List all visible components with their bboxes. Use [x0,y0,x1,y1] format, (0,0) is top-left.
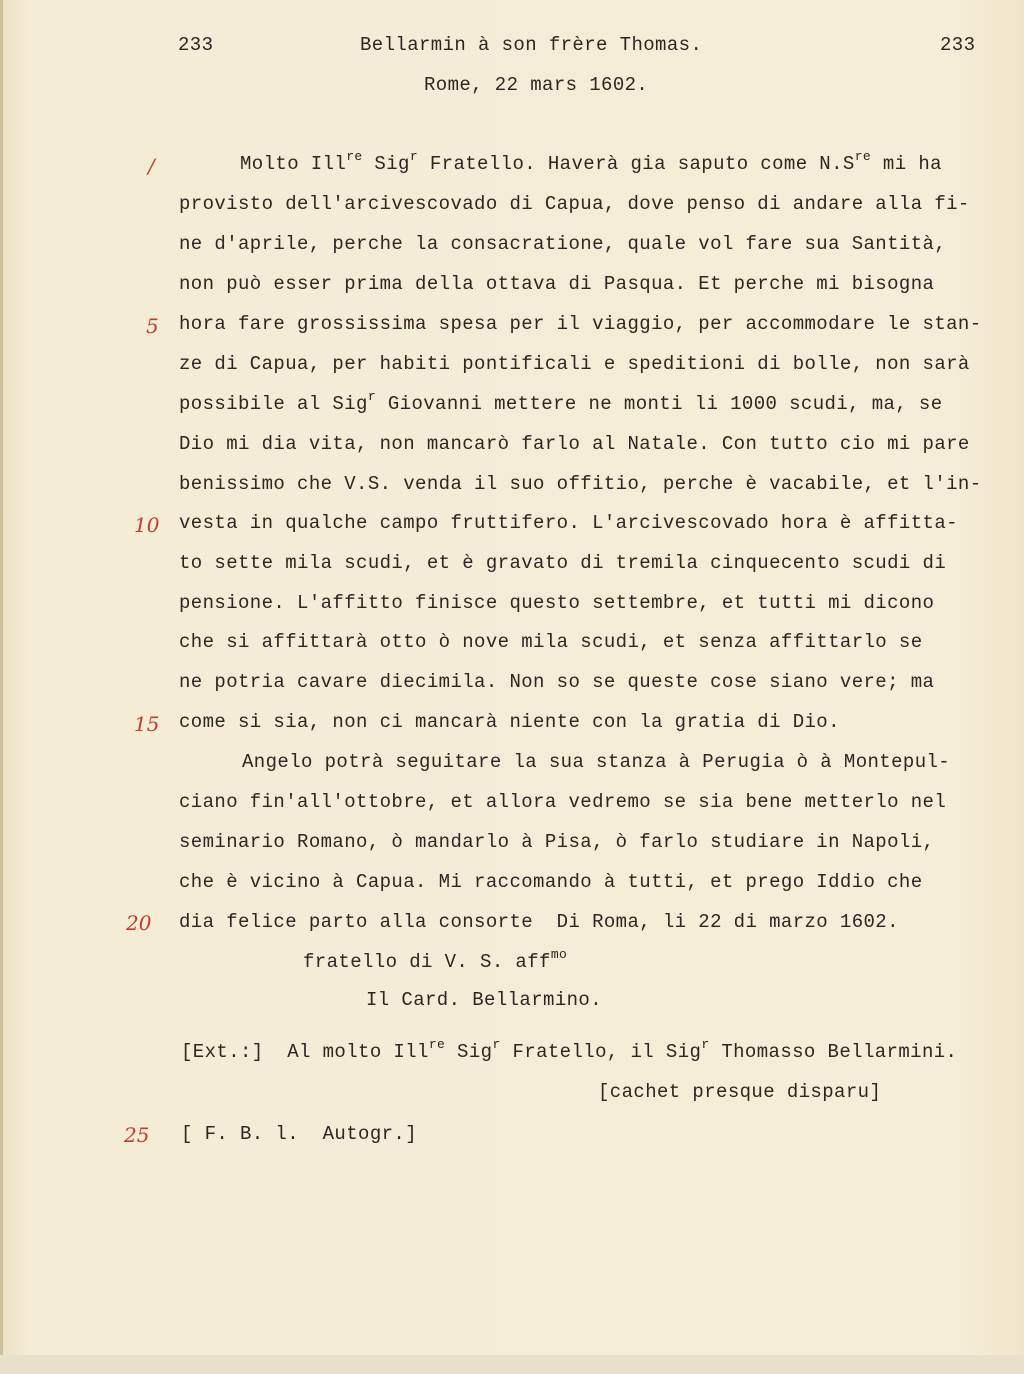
line-mark-1: / [148,154,155,178]
line-mark-5: 5 [146,314,159,338]
signature: Il Card. Bellarmino. [366,989,603,1011]
source-note: [ F. B. l. Autogr.] [181,1123,418,1145]
letter-line-6: ze di Capua, per habiti pontificali e speditioni di bolle, non sarà [179,353,970,375]
letter-line-1: Molto Ill$^{re}$ Sig$^r$ Fratello. Haverà gia saputo come $N.S^{re}$ mi ha [240,149,942,175]
letter-line-3: ne d'aprile, perche la consacratione, quale vol fare sua Santità, [179,233,947,255]
letter-line-19: che è vicino à Capua. Mi raccomando à tutti, et prego Iddio che [179,871,923,893]
dateline: Rome, 22 mars 1602. [424,74,649,96]
page-number-right: 233 [940,34,976,56]
line-mark-25: 25 [124,1123,150,1147]
letter-line-20: dia felice parto alla consorte Di Roma, li 22 di marzo 1602. [179,911,899,933]
closing-salutation: fratello di V. S. aff$^{mo}$ [303,947,568,973]
letter-line-4: non può esser prima della ottava di Pasqua. Et perche mi bisogna [179,273,935,295]
letter-line-7: possibile al Sig$^r$ Giovanni mettere ne monti li 1000 scudi, ma, se [179,389,943,415]
letter-line-8: Dio mi dia vita, non mancarò farlo al Natale. Con tutto cio mi pare [179,433,970,455]
letter-line-15: come si sia, non ci mancarà niente con la gratia di Dio. [179,711,840,733]
paper-edge [0,0,3,1374]
running-title: Bellarmin à son frère Thomas. [360,34,703,56]
letter-line-13: che si affittarà otto ò nove mila scudi, et senza affittarlo se [179,631,923,653]
seal-note: [cachet presque disparu] [598,1081,882,1103]
letter-line-5: hora fare grossissima spesa per il viaggio, per accommodare le stan- [179,313,982,335]
scan-bottom-strip [0,1355,1024,1374]
page-number-left: 233 [178,34,214,56]
letter-line-18: seminario Romano, ò mandarlo à Pisa, ò farlo studiare in Napoli, [179,831,935,853]
letter-line-2: provisto dell'arcivescovado di Capua, dove penso di andare alla fi- [179,193,970,215]
line-mark-20: 20 [126,911,152,935]
letter-line-16: Angelo potrà seguitare la sua stanza à Perugia ò à Montepul- [242,751,951,773]
line-mark-10: 10 [134,513,160,537]
line-mark-15: 15 [134,712,160,736]
letter-line-10: vesta in qualche campo fruttifero. L'arcivescovado hora è affitta- [179,512,958,534]
letter-line-9: benissimo che V.S. venda il suo offitio, perche è vacabile, et l'in- [179,473,982,495]
letter-line-11: to sette mila scudi, et è gravato di tremila cinquecento scudi di [179,552,947,574]
external-address: [Ext.:] Al molto Ill$^{re}$ Sig$^r$ Fratello, il Sig$^r$ Thomasso Bellarmini. [181,1037,958,1063]
letter-line-14: ne potria cavare diecimila. Non so se queste cose siano vere; ma [179,671,935,693]
letter-line-17: ciano fin'all'ottobre, et allora vedremo se sia bene metterlo nel [179,791,947,813]
letter-line-12: pensione. L'affitto finisce questo settembre, et tutti mi dicono [179,592,935,614]
